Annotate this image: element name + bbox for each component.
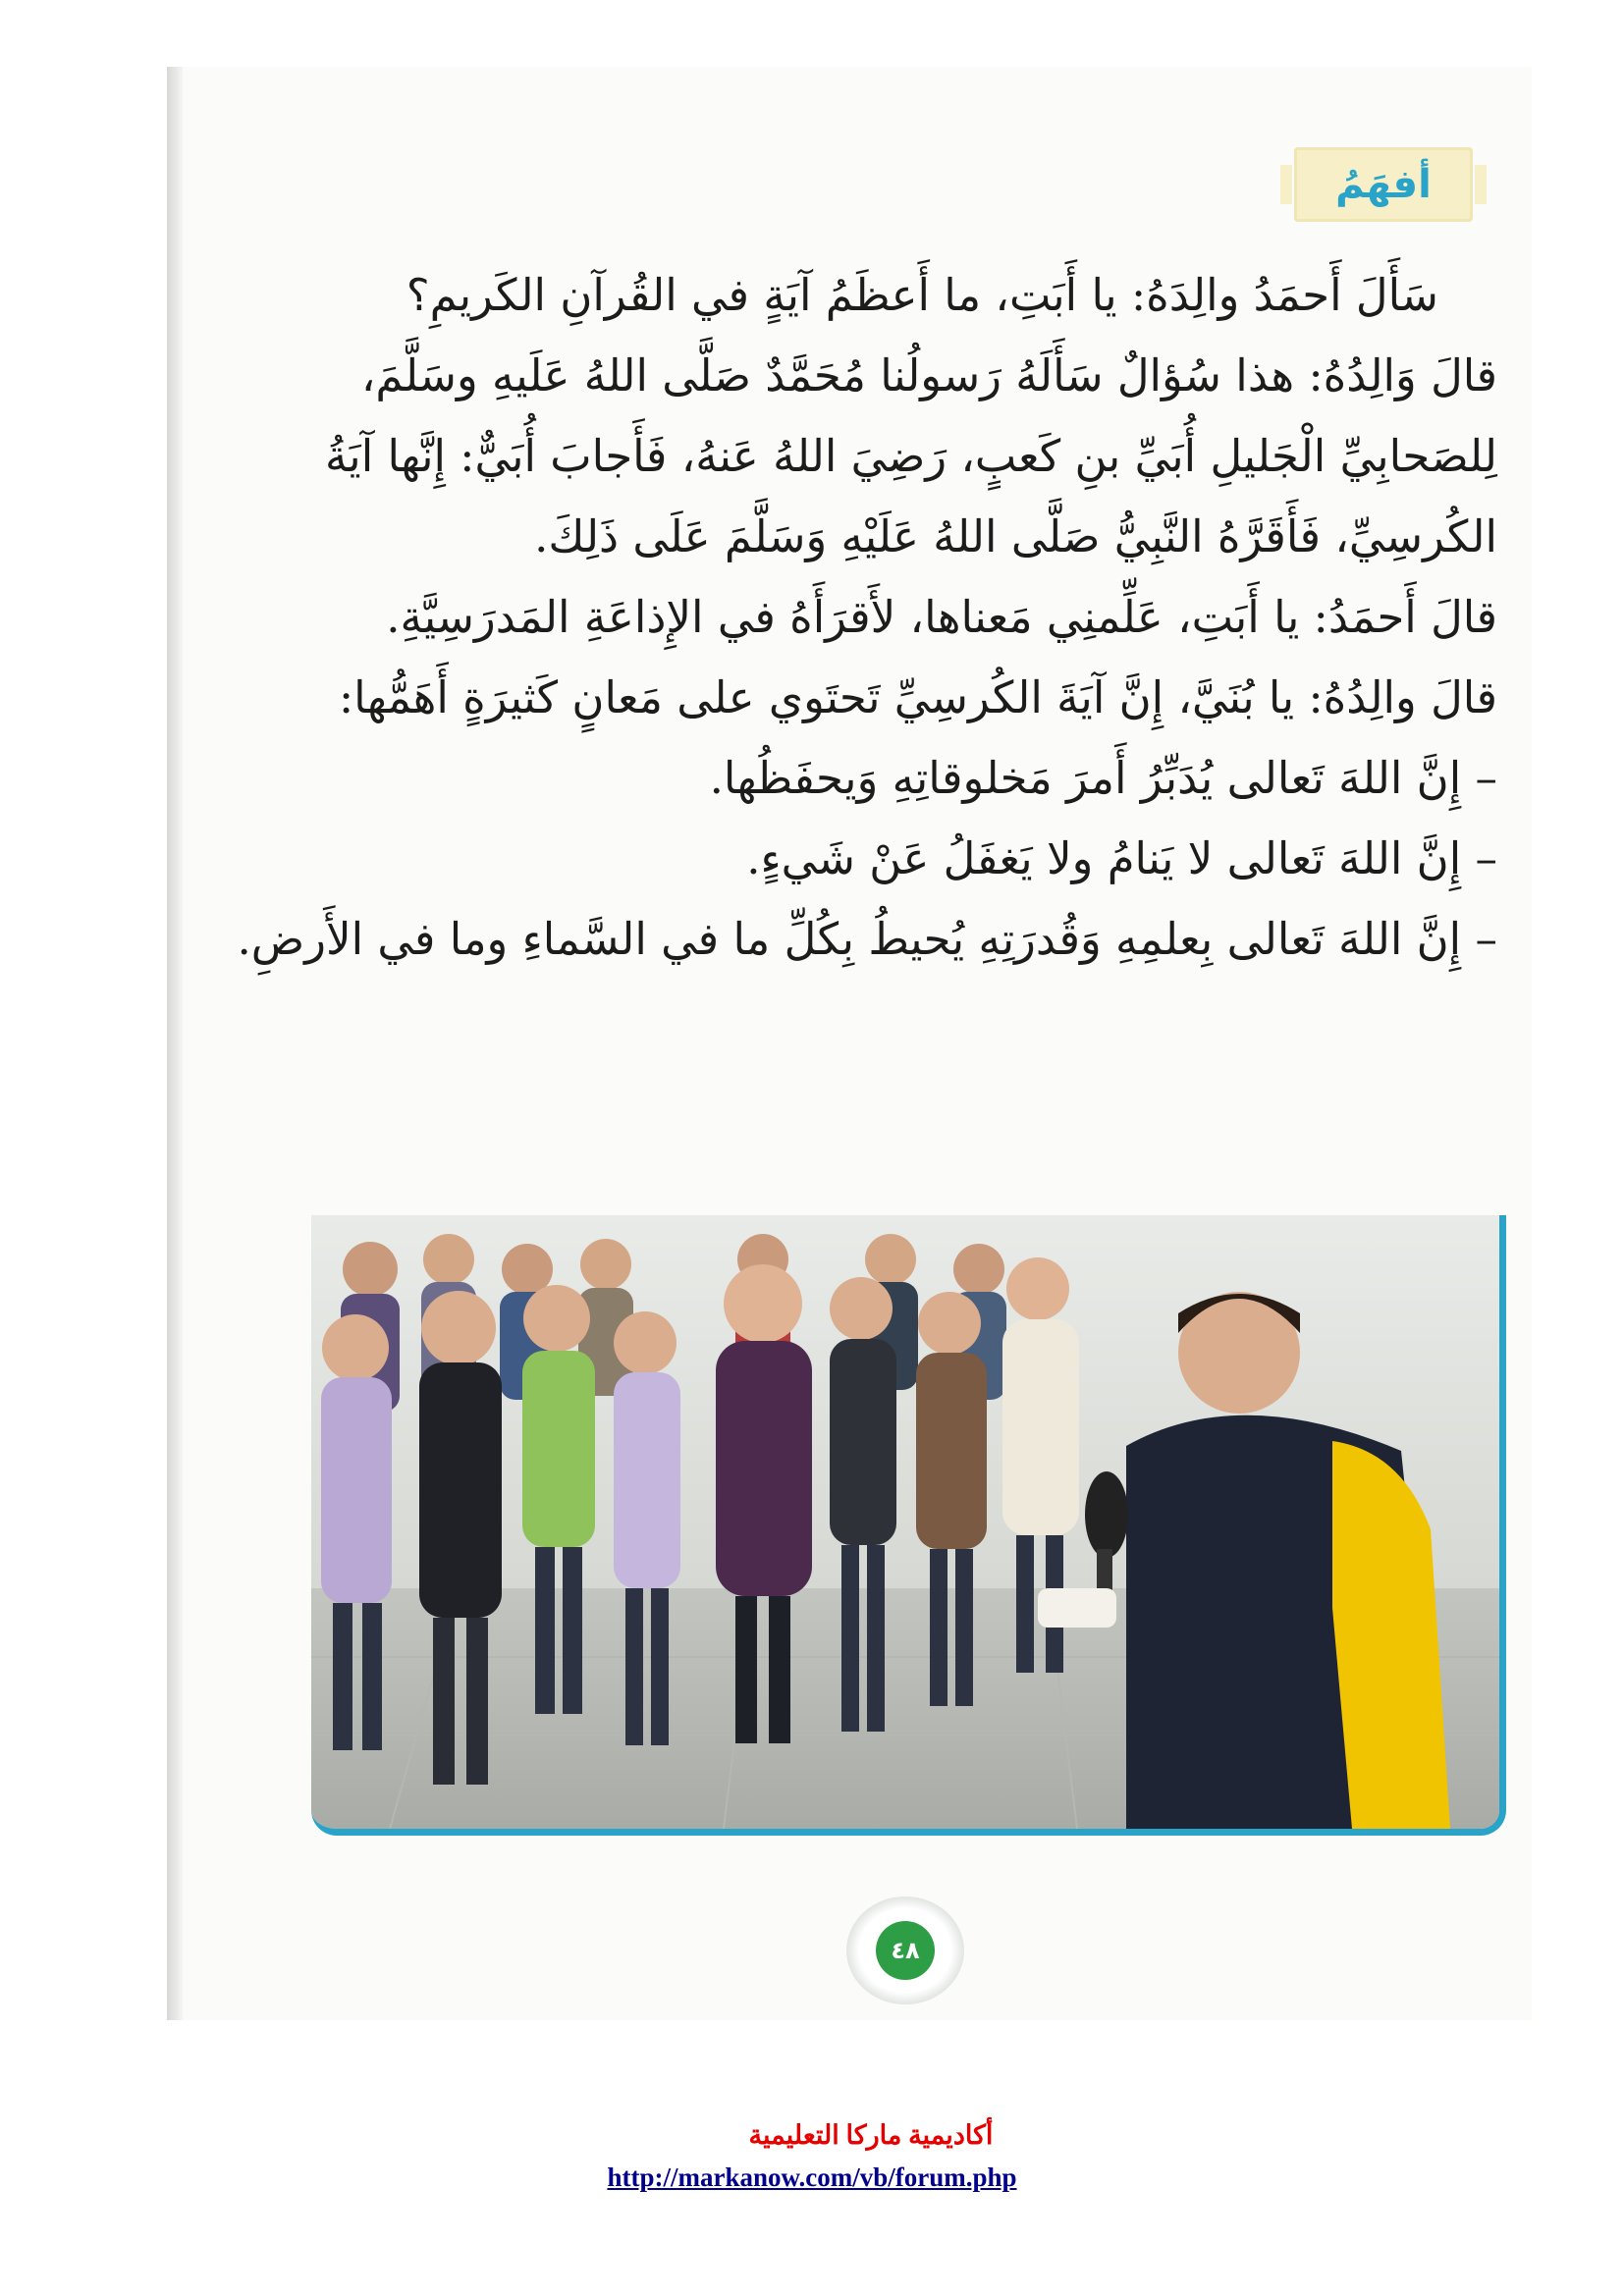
lesson-title-badge <box>1294 147 1473 222</box>
story-point: – إِنَّ اللهَ تَعالى بِعلمِهِ وَقُدرَتِهِ يُحيطُ بِكُلِّ ما في السَّماءِ وما في الأَرضِ. <box>237 913 1497 965</box>
story-paragraph: سَأَلَ أَحمَدُ والِدَهُ: يا أَبَتِ، ما أَعظَمُ آيَةٍ في القُرآنِ الكَريمِ؟ <box>406 269 1438 321</box>
footer-link[interactable]: http://markanow.com/vb/forum.php <box>607 2163 1017 2192</box>
story-paragraph: قالَ والِدُهُ: يا بُنَيَّ، إِنَّ آيَةَ الكُرسِيِّ تَحتَوي على مَعانٍ كَثيرَةٍ أَهَمُّها: <box>338 671 1497 723</box>
photo-illustration <box>311 1215 1499 1829</box>
story-text <box>237 255 1497 980</box>
school-assembly-photo <box>311 1215 1506 1836</box>
page-spine-shadow <box>167 67 183 2020</box>
story-paragraph: قالَ وَالِدُهُ: هذا سُؤالٌ سَأَلَهُ رَسولُنا مُحَمَّدٌ صَلَّى اللهُ عَلَيهِ وسَلَّمَ، لِلصَحابِيِّ الْجَليلِ أُبَيِّ بنِ كَعبٍ، رَضِيَ اللهُ عَنهُ، فَأَجابَ أُبَيٌّ: إِنَّها آيَةُ الكُرسِيِّ، فَأَقَرَّهُ النَّبِيُّ صَلَّى اللهُ عَلَيْهِ وَسَلَّمَ عَلَى ذَلِكَ. <box>325 349 1497 562</box>
footer <box>0 2120 1624 2193</box>
story-point: – إِنَّ اللهَ تَعالى لا يَنامُ ولا يَغفَلُ عَنْ شَيءٍ. <box>746 832 1497 884</box>
story-paragraph: قالَ أَحمَدُ: يا أَبَتِ، عَلِّمنِي مَعناها، لأَقرَأَهُ في الإِذاعَةِ المَدرَسِيَّةِ. <box>386 591 1497 643</box>
page-number: ٤٨ <box>876 1921 935 1980</box>
footer-title: أكاديمية ماركا التعليمية <box>748 2120 994 2150</box>
page-number-badge <box>846 1896 964 2004</box>
lesson-title: أفهَمُ <box>1335 162 1432 207</box>
story-point: – إِنَّ اللهَ تَعالى يُدَبِّرُ أَمرَ مَخلوقاتِهِ وَيحفَظُها. <box>709 752 1497 804</box>
